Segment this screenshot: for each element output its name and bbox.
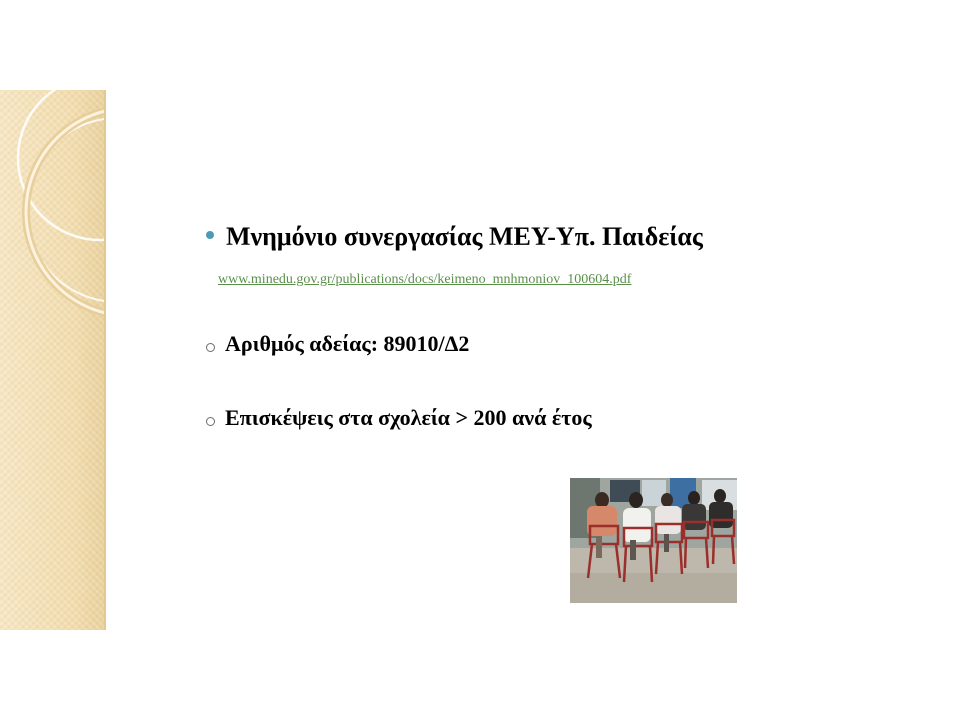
decorative-arcs-icon: [0, 90, 106, 630]
bullet-3: [206, 405, 592, 431]
bullet-1: [206, 222, 703, 252]
bullet-2: [206, 331, 469, 357]
bullet-3-text: Επισκέψεις στα σχολεία > 200 ανά έτος: [225, 405, 592, 430]
bullet-1-text: Μνημόνιο συνεργασίας ΜΕΥ-Υπ. Παιδείας: [226, 222, 703, 251]
band-edge: [104, 90, 106, 630]
hollow-bullet-icon: [206, 417, 215, 426]
filled-bullet-icon: [206, 231, 214, 239]
decorative-side-band: [0, 90, 106, 630]
hollow-bullet-icon: [206, 343, 215, 352]
memorandum-link[interactable]: www.minedu.gov.gr/publications/docs/keimeno_mnhmoniov_100604.pdf: [218, 272, 632, 287]
classroom-photo: [570, 478, 737, 603]
bullet-2-text: Αριθμός αδείας: 89010/Δ2: [225, 331, 470, 356]
